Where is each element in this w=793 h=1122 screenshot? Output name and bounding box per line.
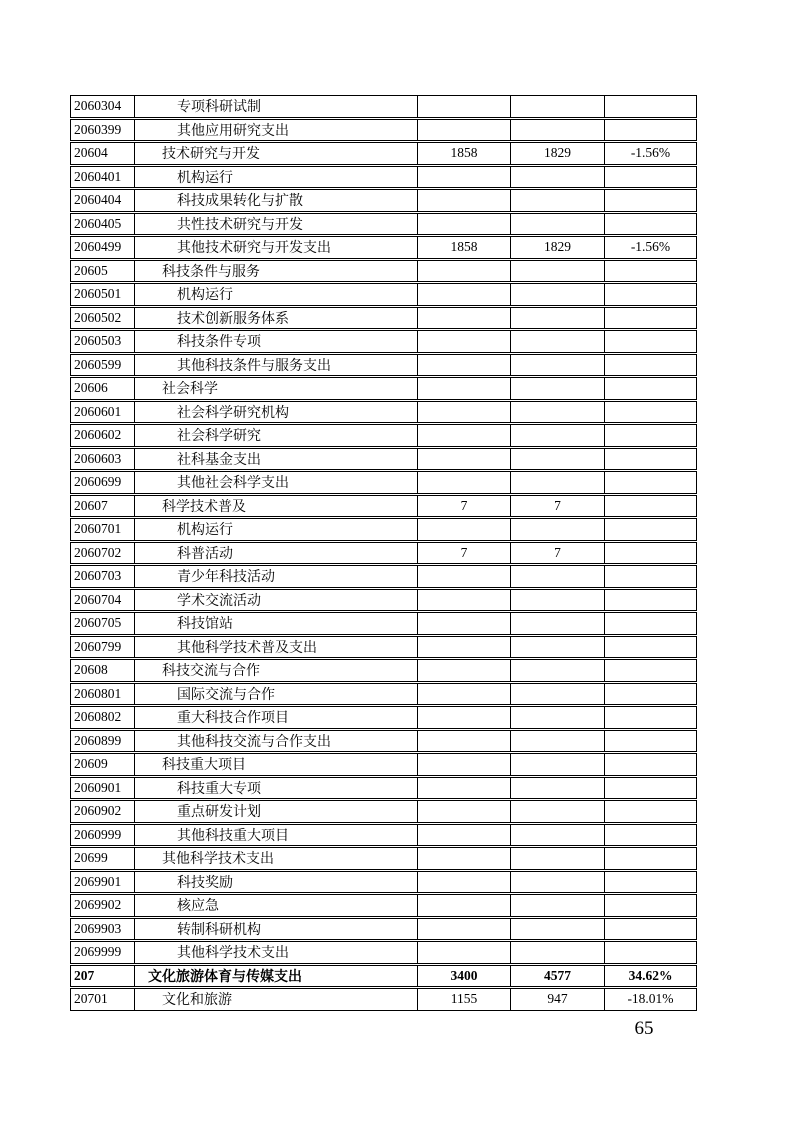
row-code: 2060901 xyxy=(74,779,122,795)
row-value2 xyxy=(510,120,604,141)
table-row xyxy=(70,542,697,565)
table-row xyxy=(70,377,697,400)
row-code: 2060899 xyxy=(74,732,122,748)
row-code: 2060801 xyxy=(74,685,122,701)
table-row xyxy=(70,471,697,494)
row-value2 xyxy=(510,872,604,893)
row-value2 xyxy=(510,778,604,799)
row-value1 xyxy=(417,590,510,611)
row-value2 xyxy=(510,895,604,916)
row-value2: 947 xyxy=(510,989,604,1010)
table-row xyxy=(70,448,697,471)
row-value1 xyxy=(417,355,510,376)
row-value1 xyxy=(417,308,510,329)
row-name: 科技重大专项 xyxy=(134,778,417,799)
row-code: 2060401 xyxy=(74,168,122,184)
row-code: 2069902 xyxy=(74,897,122,913)
row-code: 20604 xyxy=(74,145,108,161)
row-value1 xyxy=(417,214,510,235)
row-name: 机构运行 xyxy=(134,519,417,540)
row-value1 xyxy=(417,754,510,775)
table-row xyxy=(70,847,697,870)
row-value2: 1829 xyxy=(510,237,604,258)
row-code: 2060703 xyxy=(74,568,122,584)
row-value2 xyxy=(510,96,604,117)
row-value1 xyxy=(417,378,510,399)
row-value1 xyxy=(417,684,510,705)
row-code: 2060599 xyxy=(74,356,122,372)
row-code: 2069903 xyxy=(74,920,122,936)
row-change-pct xyxy=(604,331,696,352)
row-change-pct xyxy=(604,895,696,916)
row-value2 xyxy=(510,519,604,540)
row-value1: 1858 xyxy=(417,143,510,164)
row-change-pct xyxy=(604,261,696,282)
row-value1 xyxy=(417,449,510,470)
row-value2: 7 xyxy=(510,496,604,517)
row-name: 科技条件专项 xyxy=(134,331,417,352)
row-value1 xyxy=(417,472,510,493)
row-change-pct xyxy=(604,472,696,493)
row-change-pct: -1.56% xyxy=(604,143,696,164)
row-name: 机构运行 xyxy=(134,167,417,188)
row-name: 专项科研试制 xyxy=(134,96,417,117)
row-value2 xyxy=(510,613,604,634)
row-value2 xyxy=(510,942,604,963)
table-row xyxy=(70,119,697,142)
table-row xyxy=(70,589,697,612)
page-number: 65 xyxy=(634,1018,654,1039)
row-name: 其他科学技术支出 xyxy=(134,848,417,869)
row-code: 2060602 xyxy=(74,427,122,443)
row-name: 其他科学技术普及支出 xyxy=(134,637,417,658)
row-name: 科技交流与合作 xyxy=(134,660,417,681)
row-code: 2060701 xyxy=(74,521,122,537)
row-change-pct xyxy=(604,637,696,658)
row-value2 xyxy=(510,355,604,376)
row-code: 2069999 xyxy=(74,944,122,960)
table-row xyxy=(70,518,697,541)
row-name: 其他应用研究支出 xyxy=(134,120,417,141)
row-code: 2060502 xyxy=(74,309,122,325)
row-name: 其他社会科学支出 xyxy=(134,472,417,493)
row-value2 xyxy=(510,731,604,752)
row-change-pct xyxy=(604,660,696,681)
row-name: 重大科技合作项目 xyxy=(134,707,417,728)
row-value2 xyxy=(510,449,604,470)
row-code: 2060699 xyxy=(74,474,122,490)
row-value2 xyxy=(510,190,604,211)
row-value1 xyxy=(417,872,510,893)
budget-table xyxy=(70,95,697,1012)
row-name: 转制科研机构 xyxy=(134,919,417,940)
row-code: 2060802 xyxy=(74,709,122,725)
row-code: 20605 xyxy=(74,262,108,278)
table-row xyxy=(70,189,697,212)
row-value1 xyxy=(417,566,510,587)
row-name: 社会科学研究机构 xyxy=(134,402,417,423)
row-value1 xyxy=(417,402,510,423)
row-value1 xyxy=(417,848,510,869)
table-row xyxy=(70,730,697,753)
row-code: 2060503 xyxy=(74,333,122,349)
row-name: 技术研究与开发 xyxy=(134,143,417,164)
row-value2 xyxy=(510,167,604,188)
row-name: 技术创新服务体系 xyxy=(134,308,417,329)
row-value1 xyxy=(417,731,510,752)
table-row xyxy=(70,495,697,518)
table-row xyxy=(70,95,697,118)
row-change-pct xyxy=(604,96,696,117)
row-value1: 7 xyxy=(417,496,510,517)
row-code: 2060702 xyxy=(74,544,122,560)
row-name: 科学技术普及 xyxy=(134,496,417,517)
row-code: 2060404 xyxy=(74,192,122,208)
row-name: 重点研发计划 xyxy=(134,801,417,822)
table-row xyxy=(70,166,697,189)
row-value1 xyxy=(417,895,510,916)
row-value1: 1858 xyxy=(417,237,510,258)
table-row xyxy=(70,565,697,588)
table-row xyxy=(70,777,697,800)
row-change-pct: -18.01% xyxy=(604,989,696,1010)
row-change-pct xyxy=(604,778,696,799)
row-code: 2060999 xyxy=(74,826,122,842)
row-value2 xyxy=(510,754,604,775)
table-row xyxy=(70,941,697,964)
row-code: 2060705 xyxy=(74,615,122,631)
row-name: 其他科技交流与合作支出 xyxy=(134,731,417,752)
table-row xyxy=(70,918,697,941)
row-value1 xyxy=(417,425,510,446)
table-row xyxy=(70,894,697,917)
row-value2 xyxy=(510,637,604,658)
row-value2 xyxy=(510,308,604,329)
row-name: 核应急 xyxy=(134,895,417,916)
row-change-pct xyxy=(604,590,696,611)
row-value1 xyxy=(417,613,510,634)
row-value1 xyxy=(417,519,510,540)
row-code: 2060704 xyxy=(74,591,122,607)
row-value2 xyxy=(510,684,604,705)
row-value2: 1829 xyxy=(510,143,604,164)
row-value1 xyxy=(417,637,510,658)
row-value1 xyxy=(417,190,510,211)
row-value2 xyxy=(510,331,604,352)
row-code: 20701 xyxy=(74,991,108,1007)
row-change-pct xyxy=(604,848,696,869)
row-change-pct xyxy=(604,801,696,822)
row-change-pct xyxy=(604,355,696,376)
row-change-pct xyxy=(604,543,696,564)
row-value1 xyxy=(417,660,510,681)
row-change-pct xyxy=(604,402,696,423)
row-code: 2060499 xyxy=(74,239,122,255)
row-code: 2060601 xyxy=(74,403,122,419)
row-name: 其他科技条件与服务支出 xyxy=(134,355,417,376)
table-row xyxy=(70,236,697,259)
row-value2 xyxy=(510,566,604,587)
table-row xyxy=(70,260,697,283)
row-change-pct xyxy=(604,519,696,540)
row-value2 xyxy=(510,848,604,869)
row-code: 20607 xyxy=(74,497,108,513)
row-name: 科技馆站 xyxy=(134,613,417,634)
row-value1 xyxy=(417,919,510,940)
row-value2 xyxy=(510,402,604,423)
row-value1: 3400 xyxy=(417,966,510,987)
row-code: 2060603 xyxy=(74,450,122,466)
row-value1 xyxy=(417,120,510,141)
row-value2 xyxy=(510,378,604,399)
row-value2 xyxy=(510,801,604,822)
row-code: 20606 xyxy=(74,380,108,396)
row-value2 xyxy=(510,214,604,235)
row-value2 xyxy=(510,825,604,846)
row-change-pct xyxy=(604,942,696,963)
table-row xyxy=(70,659,697,682)
row-value2: 7 xyxy=(510,543,604,564)
row-change-pct: 34.62% xyxy=(604,966,696,987)
row-value2 xyxy=(510,590,604,611)
row-code: 2060304 xyxy=(74,98,122,114)
row-name: 其他科技重大项目 xyxy=(134,825,417,846)
row-value1 xyxy=(417,261,510,282)
row-name: 科普活动 xyxy=(134,543,417,564)
row-name: 其他科学技术支出 xyxy=(134,942,417,963)
row-value1 xyxy=(417,167,510,188)
row-name: 社会科学 xyxy=(134,378,417,399)
row-value2 xyxy=(510,707,604,728)
row-value1 xyxy=(417,707,510,728)
row-value1 xyxy=(417,801,510,822)
table-row xyxy=(70,283,697,306)
row-value2 xyxy=(510,284,604,305)
row-name: 国际交流与合作 xyxy=(134,684,417,705)
row-code: 20608 xyxy=(74,662,108,678)
row-change-pct xyxy=(604,378,696,399)
table-row xyxy=(70,213,697,236)
row-value2 xyxy=(510,261,604,282)
row-code: 2060902 xyxy=(74,803,122,819)
table-row xyxy=(70,988,697,1011)
row-code: 2060405 xyxy=(74,215,122,231)
row-code: 2069901 xyxy=(74,873,122,889)
row-value1 xyxy=(417,942,510,963)
row-change-pct xyxy=(604,919,696,940)
table-row xyxy=(70,871,697,894)
row-code: 2060399 xyxy=(74,121,122,137)
row-change-pct xyxy=(604,120,696,141)
row-change-pct xyxy=(604,825,696,846)
row-value1 xyxy=(417,825,510,846)
row-name: 科技奖励 xyxy=(134,872,417,893)
row-name: 学术交流活动 xyxy=(134,590,417,611)
table-row xyxy=(70,401,697,424)
row-change-pct xyxy=(604,731,696,752)
row-value2 xyxy=(510,660,604,681)
row-value1 xyxy=(417,331,510,352)
table-row xyxy=(70,683,697,706)
row-change-pct xyxy=(604,872,696,893)
row-value1 xyxy=(417,284,510,305)
row-name: 机构运行 xyxy=(134,284,417,305)
row-change-pct xyxy=(604,167,696,188)
row-value2 xyxy=(510,425,604,446)
row-change-pct xyxy=(604,308,696,329)
row-change-pct: -1.56% xyxy=(604,237,696,258)
table-row xyxy=(70,965,697,988)
row-change-pct xyxy=(604,754,696,775)
row-change-pct xyxy=(604,566,696,587)
row-code: 2060799 xyxy=(74,638,122,654)
row-change-pct xyxy=(604,613,696,634)
row-name: 青少年科技活动 xyxy=(134,566,417,587)
row-name: 社会科学研究 xyxy=(134,425,417,446)
row-value2: 4577 xyxy=(510,966,604,987)
row-value1: 1155 xyxy=(417,989,510,1010)
row-change-pct xyxy=(604,449,696,470)
table-row xyxy=(70,330,697,353)
table-row xyxy=(70,706,697,729)
row-value2 xyxy=(510,472,604,493)
row-value1 xyxy=(417,778,510,799)
row-name: 文化和旅游 xyxy=(134,989,417,1010)
table-row xyxy=(70,753,697,776)
row-code: 20609 xyxy=(74,756,108,772)
row-change-pct xyxy=(604,496,696,517)
row-code: 207 xyxy=(74,967,95,983)
row-value2 xyxy=(510,919,604,940)
table-row xyxy=(70,424,697,447)
row-name: 共性技术研究与开发 xyxy=(134,214,417,235)
row-name: 科技成果转化与扩散 xyxy=(134,190,417,211)
table-row xyxy=(70,612,697,635)
row-value1: 7 xyxy=(417,543,510,564)
row-code: 20699 xyxy=(74,850,108,866)
row-change-pct xyxy=(604,284,696,305)
row-name: 科技条件与服务 xyxy=(134,261,417,282)
row-name: 社科基金支出 xyxy=(134,449,417,470)
table-row xyxy=(70,142,697,165)
row-change-pct xyxy=(604,707,696,728)
table-row xyxy=(70,307,697,330)
row-change-pct xyxy=(604,425,696,446)
row-name: 文化旅游体育与传媒支出 xyxy=(134,966,417,987)
table-row xyxy=(70,636,697,659)
row-code: 2060501 xyxy=(74,286,122,302)
table-row xyxy=(70,824,697,847)
row-name: 其他技术研究与开发支出 xyxy=(134,237,417,258)
row-value1 xyxy=(417,96,510,117)
table-row xyxy=(70,800,697,823)
table-row xyxy=(70,354,697,377)
row-change-pct xyxy=(604,214,696,235)
row-change-pct xyxy=(604,190,696,211)
row-name: 科技重大项目 xyxy=(134,754,417,775)
row-change-pct xyxy=(604,684,696,705)
